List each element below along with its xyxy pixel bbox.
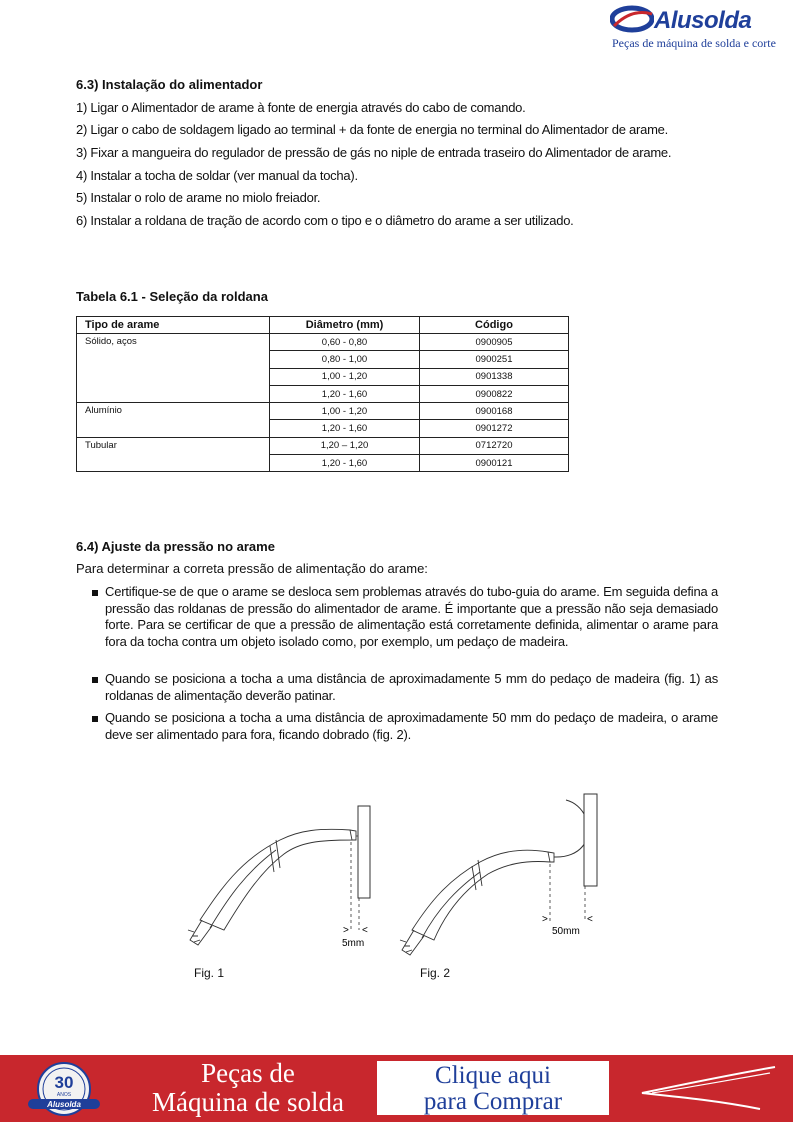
brand-name: Alusolda [654,7,752,34]
fig2-wood-plate [584,794,597,886]
banner-slogan-line2: Máquina de solda [152,1087,344,1117]
step-6: 6) Instalar a roldana de tração de acordo com o tipo e o diâmetro do arame a ser utilizado. [76,213,574,228]
section-title-6-4: 6.4) Ajuste da pressão no arame [76,539,275,554]
wire-type-cell: Alumínio [77,403,270,438]
table-row [77,403,569,420]
bullet-square-icon [92,716,98,722]
fig2-caption: Fig. 2 [420,966,451,980]
arrow-left-icon [630,1063,780,1113]
brand-logo [608,4,788,56]
code-cell: 0712720 [420,437,569,454]
badge-number: 30 [54,1073,74,1092]
diameter-cell: 1,00 - 1,20 [270,403,420,420]
bullet-item [92,671,718,704]
badge-brand: Alusolda [47,1100,81,1109]
step-4: 4) Instalar a tocha de soldar (ver manual da tocha). [76,168,358,183]
roller-selection-table [76,316,569,472]
badge-sub: ANOS [56,1092,72,1098]
bullet-text: Certifique-se de que o arame se desloca sem problemas através do tubo-guia do arame. Em seguida defina a pressão das roldanas de pressão do alimentador de arame. É importante que a pressão não seja demasiado forte. Para se certificar de que a pressão de alimentação está corretamente definida, alimentar o arame para fora da tocha contra um objeto isolado como, por exemplo, um pedaço de madeira. [105,584,718,649]
header-wire-type: Tipo de arame [77,317,270,334]
table-row [77,334,569,351]
30-years-badge-icon [18,1061,110,1117]
code-cell: 0900121 [420,455,569,472]
diameter-cell: 1,20 - 1,60 [270,385,420,402]
fig2-dim-arrow-icon: > [542,914,548,925]
bullet-item [92,584,718,650]
code-cell: 0901338 [420,368,569,385]
table-title: Tabela 6.1 - Seleção da roldana [76,289,268,304]
header-code: Código [420,317,569,334]
wire-type-cell: Tubular [77,437,270,472]
diameter-cell: 1,20 - 1,60 [270,420,420,437]
alusolda-logo-icon [610,4,654,34]
fig1-distance-label: 5mm [342,938,365,949]
code-cell: 0901272 [420,420,569,437]
fig1-caption: Fig. 1 [194,966,225,980]
header-diameter: Diâmetro (mm) [270,317,420,334]
diameter-cell: 1,00 - 1,20 [270,368,420,385]
diameter-cell: 0,80 - 1,00 [270,351,420,368]
wire-type-cell: Sólido, aços [77,334,270,403]
brand-tagline: Peças de máquina de solda e corte [612,36,776,50]
step-3: 3) Fixar a mangueira do regulador de pressão de gás no niple de entrada traseiro do Alimentador de arame. [76,145,672,160]
fig1-dim-arrow-icon: < [362,925,368,936]
bullet-text: Quando se posiciona a tocha a uma distância de aproximadamente 50 mm do pedaço de madeira, o arame deve ser alimentado para fora, ficando dobrado (fig. 2). [105,710,718,742]
banner-slogan [128,1059,368,1117]
buy-button-line2: para Comprar [423,1088,563,1115]
diameter-cell: 1,20 - 1,60 [270,455,420,472]
banner-slogan-line1: Peças de [201,1058,295,1088]
fig2-distance-label: 50mm [552,926,580,937]
code-cell: 0900251 [420,351,569,368]
code-cell: 0900905 [420,334,569,351]
step-1: 1) Ligar o Alimentador de arame à fonte de energia através do cabo de comando. [76,100,526,115]
diameter-cell: 0,60 - 0,80 [270,334,420,351]
step-5: 5) Instalar o rolo de arame no miolo freiador. [76,190,321,205]
table-row [77,437,569,454]
buy-button[interactable] [377,1061,609,1115]
code-cell: 0900168 [420,403,569,420]
buy-button-line1: Clique aqui [435,1062,551,1089]
step-2: 2) Ligar o cabo de soldagem ligado ao terminal + da fonte de energia no terminal do Alimentador de arame. [76,122,668,137]
section-title-6-3: 6.3) Instalação do alimentador [76,77,263,92]
torch-figures-illustration [180,780,620,970]
fig1-wood-plate [358,806,370,898]
fig1-dim-arrow-icon: > [343,925,349,936]
fig2-dim-arrow-icon: < [587,914,593,925]
bullet-square-icon [92,590,98,596]
diameter-cell: 1,20 – 1,20 [270,437,420,454]
section-intro: Para determinar a correta pressão de alimentação do arame: [76,561,428,576]
bullet-text: Quando se posiciona a tocha a uma distância de aproximadamente 5 mm do pedaço de madeira (fig. 1) as roldanas de alimentação deverão patinar. [105,671,718,703]
bullet-item [92,710,718,743]
promo-banner[interactable] [0,1055,793,1122]
bullet-square-icon [92,677,98,683]
code-cell: 0900822 [420,385,569,402]
table-header-row [77,317,569,334]
